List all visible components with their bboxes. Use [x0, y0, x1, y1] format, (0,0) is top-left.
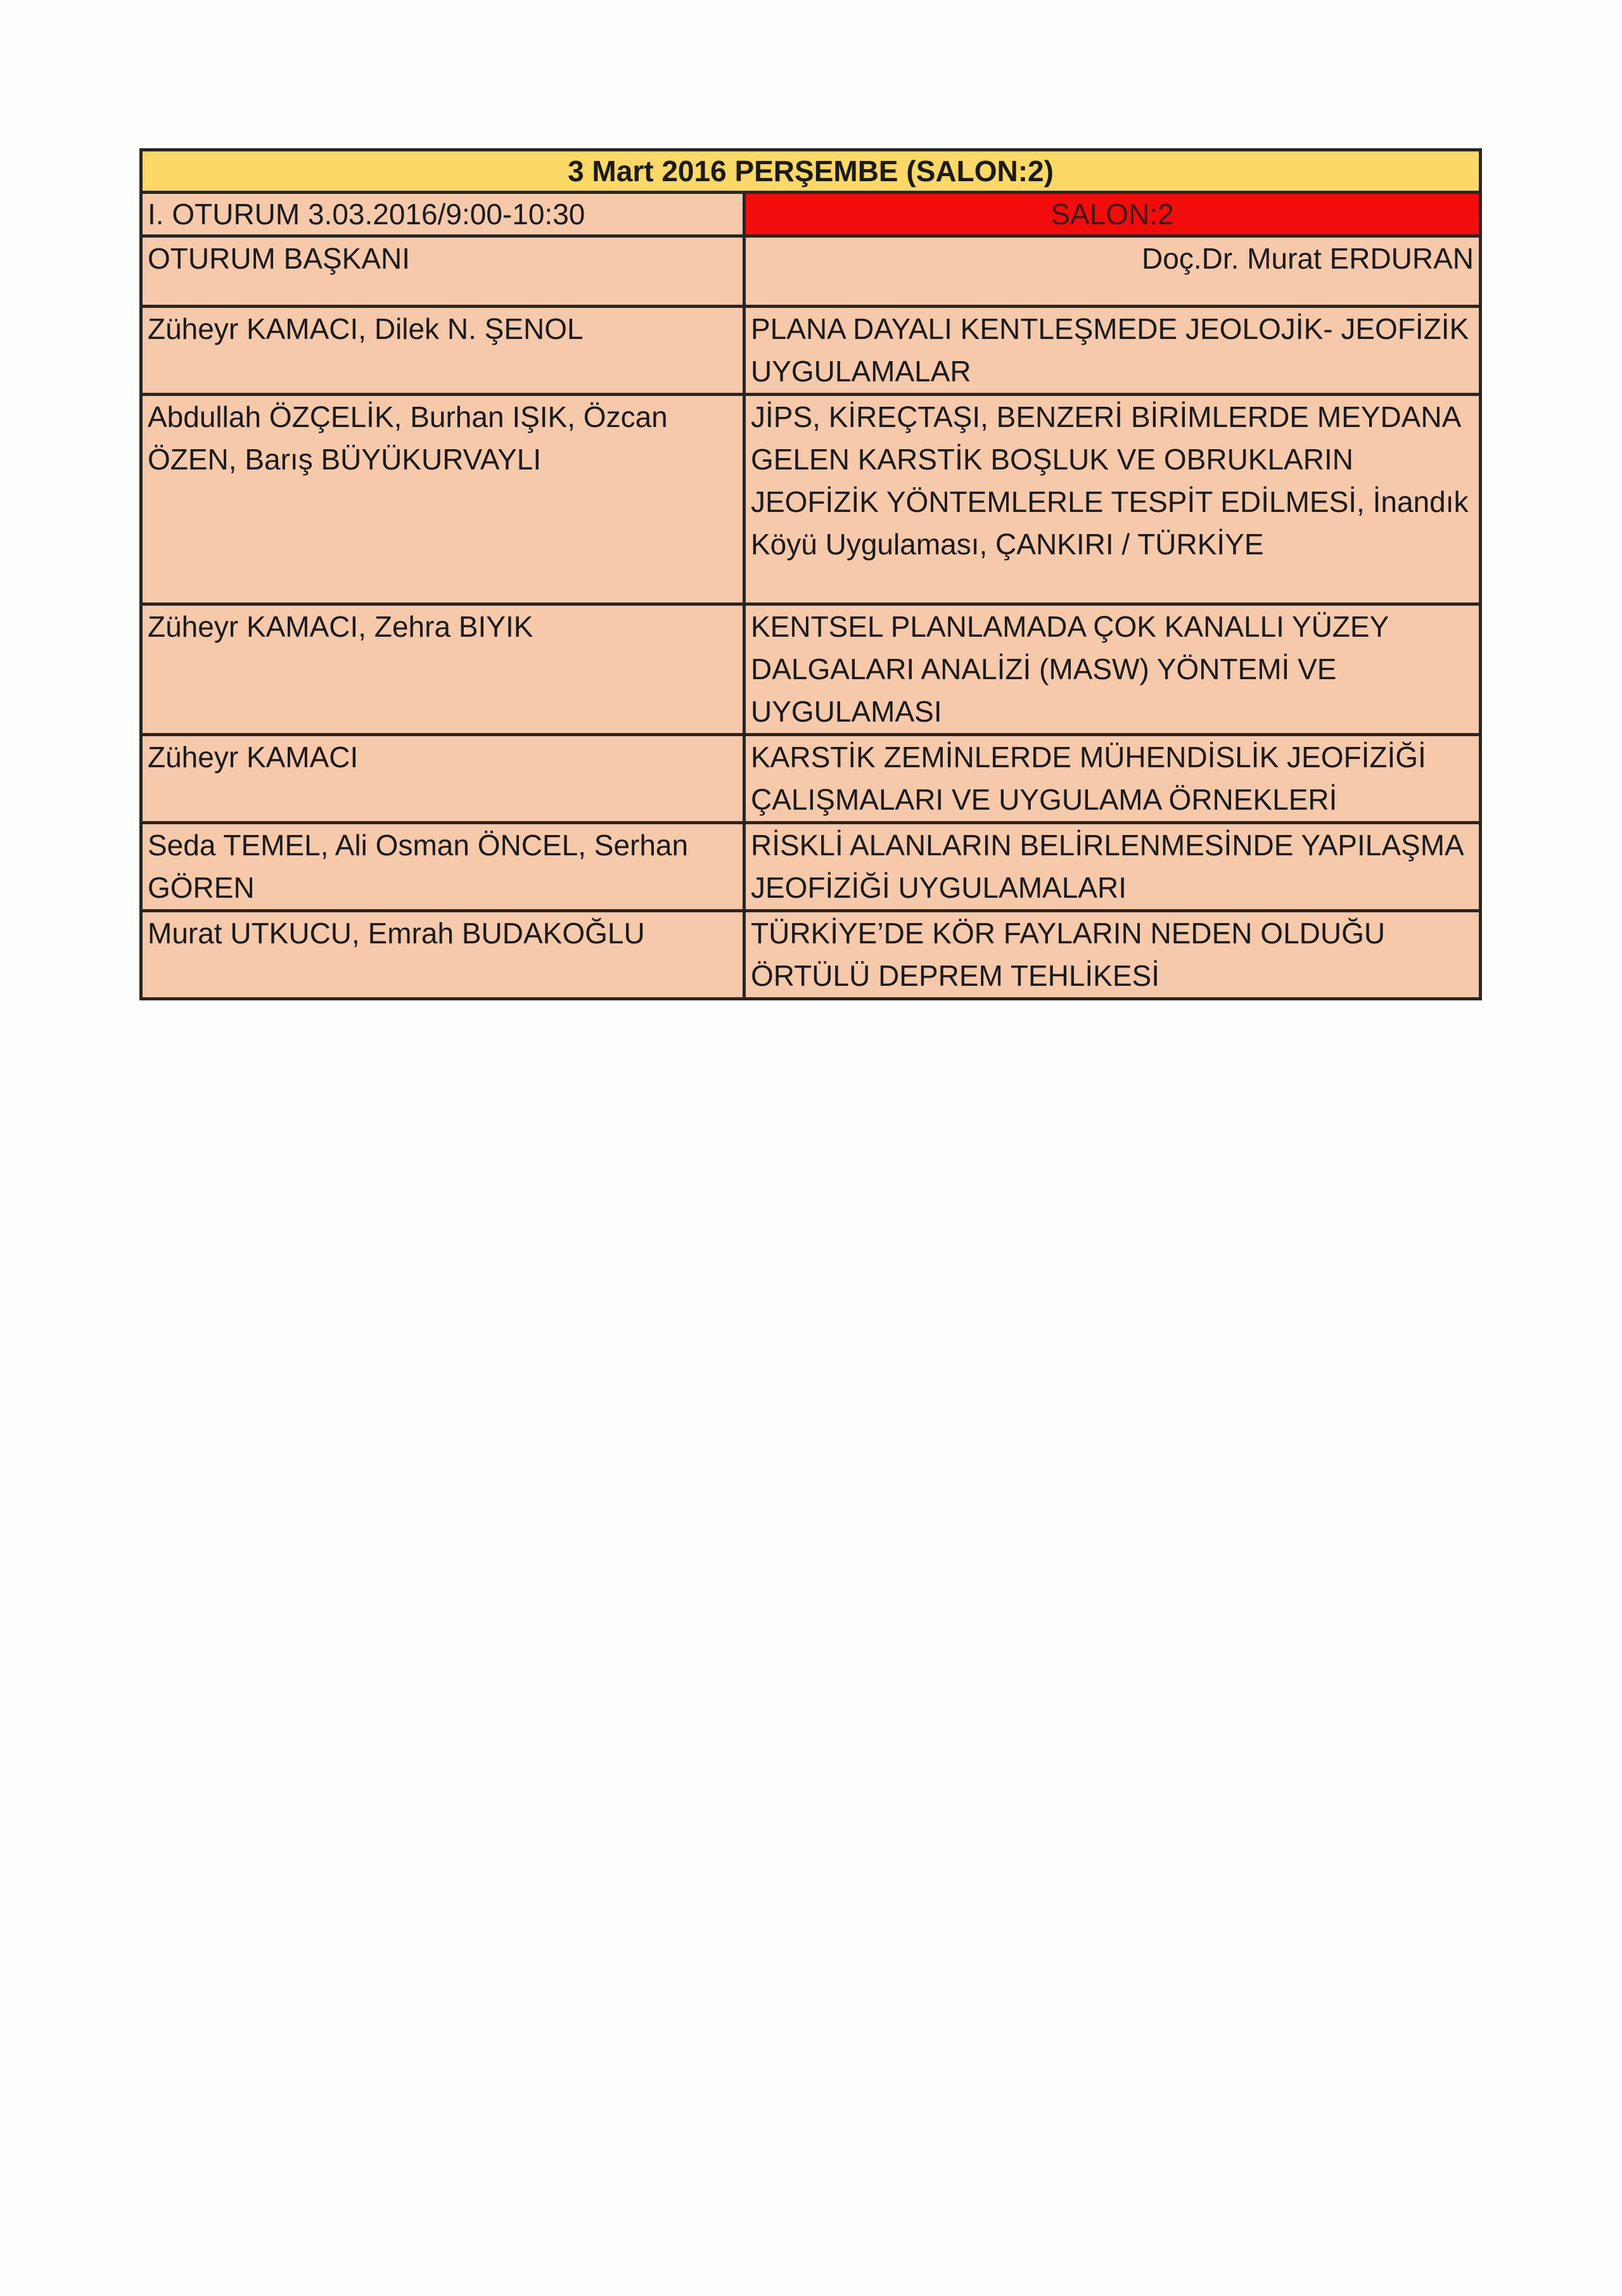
- table-row: [141, 395, 1481, 604]
- talk-title: TÜRKİYE’DE KÖR FAYLARIN NEDEN OLDUĞU ÖRTÜLÜ DEPREM TEHLİKESİ: [744, 911, 1481, 999]
- talk-authors: Züheyr KAMACI, Dilek N. ŞENOL: [141, 307, 744, 395]
- talk-title: KARSTİK ZEMİNLERDE MÜHENDİSLİK JEOFİZİĞİ ÇALIŞMALARI VE UYGULAMA ÖRNEKLERİ: [744, 735, 1481, 823]
- table-row: [141, 604, 1481, 735]
- chair-name: Doç.Dr. Murat ERDURAN: [744, 236, 1481, 307]
- talk-authors: Züheyr KAMACI, Zehra BIYIK: [141, 604, 744, 735]
- salon-label: SALON:2: [744, 193, 1481, 236]
- session-schedule-table: [139, 148, 1482, 1000]
- talk-title: RİSKLİ ALANLARIN BELİRLENMESİNDE YAPILAŞMA JEOFİZİĞİ UYGULAMALARI: [744, 823, 1481, 911]
- session-row: [141, 193, 1481, 236]
- talk-authors: Seda TEMEL, Ali Osman ÖNCEL, Serhan GÖREN: [141, 823, 744, 911]
- table-row: [141, 735, 1481, 823]
- talk-authors: Abdullah ÖZÇELİK, Burhan IŞIK, Özcan ÖZEN, Barış BÜYÜKURVAYLI: [141, 395, 744, 604]
- table-row: [141, 911, 1481, 999]
- talk-authors: Züheyr KAMACI: [141, 735, 744, 823]
- schedule-title: 3 Mart 2016 PERŞEMBE (SALON:2): [141, 150, 1481, 193]
- table-row: [141, 307, 1481, 395]
- chair-label: OTURUM BAŞKANI: [141, 236, 744, 307]
- talk-title: PLANA DAYALI KENTLEŞMEDE JEOLOJİK- JEOFİZİK UYGULAMALAR: [744, 307, 1481, 395]
- schedule-title-row: [141, 150, 1481, 193]
- talk-title: KENTSEL PLANLAMADA ÇOK KANALLI YÜZEY DALGALARI ANALİZİ (MASW) YÖNTEMİ VE UYGULAMASI: [744, 604, 1481, 735]
- talk-title: JİPS, KİREÇTAŞI, BENZERİ BİRİMLERDE MEYDANA GELEN KARSTİK BOŞLUK VE OBRUKLARIN JEOFİZİK YÖNTEMLERLE TESPİT EDİLMESİ, İnandık Köyü Uygulaması, ÇANKIRI / TÜRKİYE: [744, 395, 1481, 604]
- chair-row: [141, 236, 1481, 307]
- session-label: I. OTURUM 3.03.2016/9:00-10:30: [141, 193, 744, 236]
- table-row: [141, 823, 1481, 911]
- talk-authors: Murat UTKUCU, Emrah BUDAKOĞLU: [141, 911, 744, 999]
